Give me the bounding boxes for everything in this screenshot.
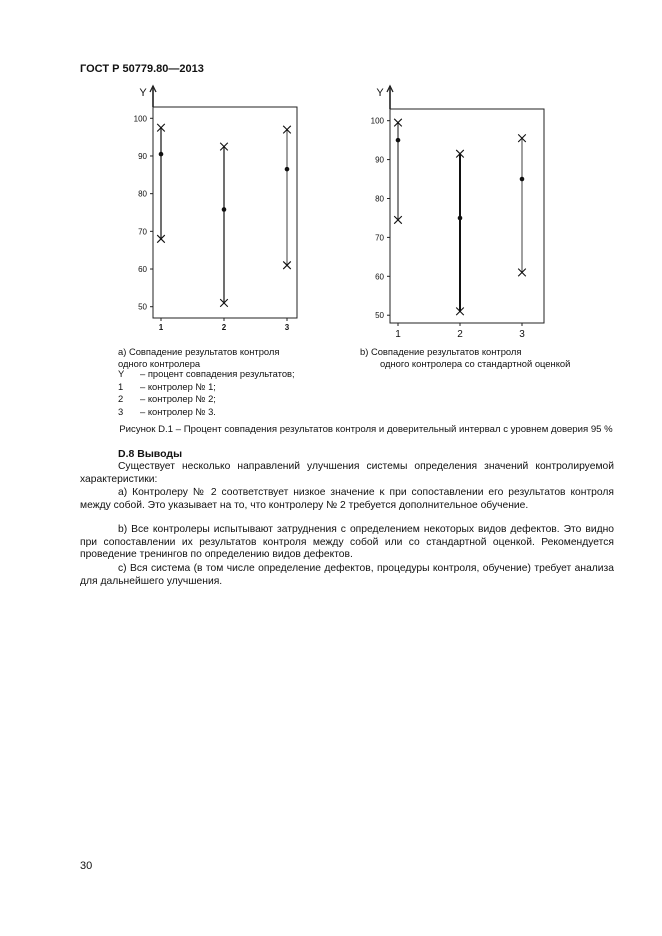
mean-point: [222, 207, 227, 212]
y-tick-label: 90: [138, 151, 147, 161]
x-tick-label: 2: [457, 329, 463, 340]
caption-a: [118, 346, 279, 370]
legend-item: Y – процент совпадения результатов;: [118, 368, 295, 379]
mean-point: [285, 167, 290, 172]
plot-frame: [153, 107, 297, 318]
caption-b-line2: одного контролера со стандартной оценкой: [380, 358, 571, 369]
y-axis-label: Y: [139, 87, 147, 99]
paragraph: c) Вся система (в том числе определение дефектов, процедуры контроля, обучение) требует анализа для дальнейшего улучшения.: [80, 563, 614, 587]
x-tick-label: 1: [158, 323, 164, 332]
paragraph: a) Контролеру № 2 соответствует низкое значение κ при сопоставлении его результатов контроля между собой. Это указывает на то, что контролеру № 2 требуется дополнительное обучение.: [80, 487, 614, 511]
y-axis-label: Y: [376, 87, 384, 99]
y-tick-label: 60: [138, 265, 147, 275]
legend-item: 2 – контролер № 2;: [118, 393, 216, 404]
mean-point: [520, 177, 525, 182]
caption-b: [360, 346, 570, 370]
y-tick-label: 60: [375, 272, 384, 282]
y-tick-label: 80: [375, 194, 384, 204]
chart-a: [130, 86, 310, 336]
plot-frame: [390, 109, 544, 323]
y-tick-label: 50: [375, 311, 384, 321]
chart-b: [368, 86, 558, 341]
y-tick-label: 80: [138, 189, 147, 199]
x-tick-label: 2: [221, 323, 227, 332]
legend-item: 3 – контролер № 3.: [118, 405, 216, 417]
y-tick-label: 50: [138, 302, 147, 312]
mean-point: [159, 152, 164, 157]
caption-a-line2: одного контролера: [118, 358, 201, 369]
page-number: 30: [80, 860, 93, 872]
y-tick-label: 100: [370, 116, 384, 126]
caption-a-line1: a) Совпадение результатов контроля: [118, 346, 280, 357]
paragraph: b) Все контролеры испытывают затруднения с определением некоторых видов дефектов. Это видно при сопоставлении их результатов контроля между собой или со стандартной оценкой. Рекомендуется проведение тренингов по определению видов дефектов.: [80, 524, 614, 561]
mean-point: [396, 138, 401, 143]
x-tick-label: 3: [519, 329, 525, 340]
y-tick-label: 70: [375, 233, 384, 243]
y-tick-label: 90: [375, 155, 384, 165]
y-tick-label: 70: [138, 227, 147, 237]
figure-legend: [118, 368, 295, 418]
mean-point: [458, 216, 463, 221]
y-tick-label: 100: [133, 114, 147, 124]
legend-item: 1 – контролер № 1;: [118, 380, 216, 392]
x-tick-label: 1: [395, 329, 401, 340]
document-header: ГОСТ Р 50779.80—2013: [80, 63, 204, 75]
x-tick-label: 3: [284, 323, 290, 332]
section-title: D.8 Выводы: [118, 448, 183, 460]
paragraph: Существует несколько направлений улучшения системы определения значений контролируемой характеристики:: [80, 461, 614, 485]
caption-b-line1: b) Совпадение результатов контроля: [360, 346, 522, 357]
figure-caption: Рисунок D.1 – Процент совпадения результатов контроля и доверительный интервал с уровнем доверия 95 %: [119, 424, 613, 435]
